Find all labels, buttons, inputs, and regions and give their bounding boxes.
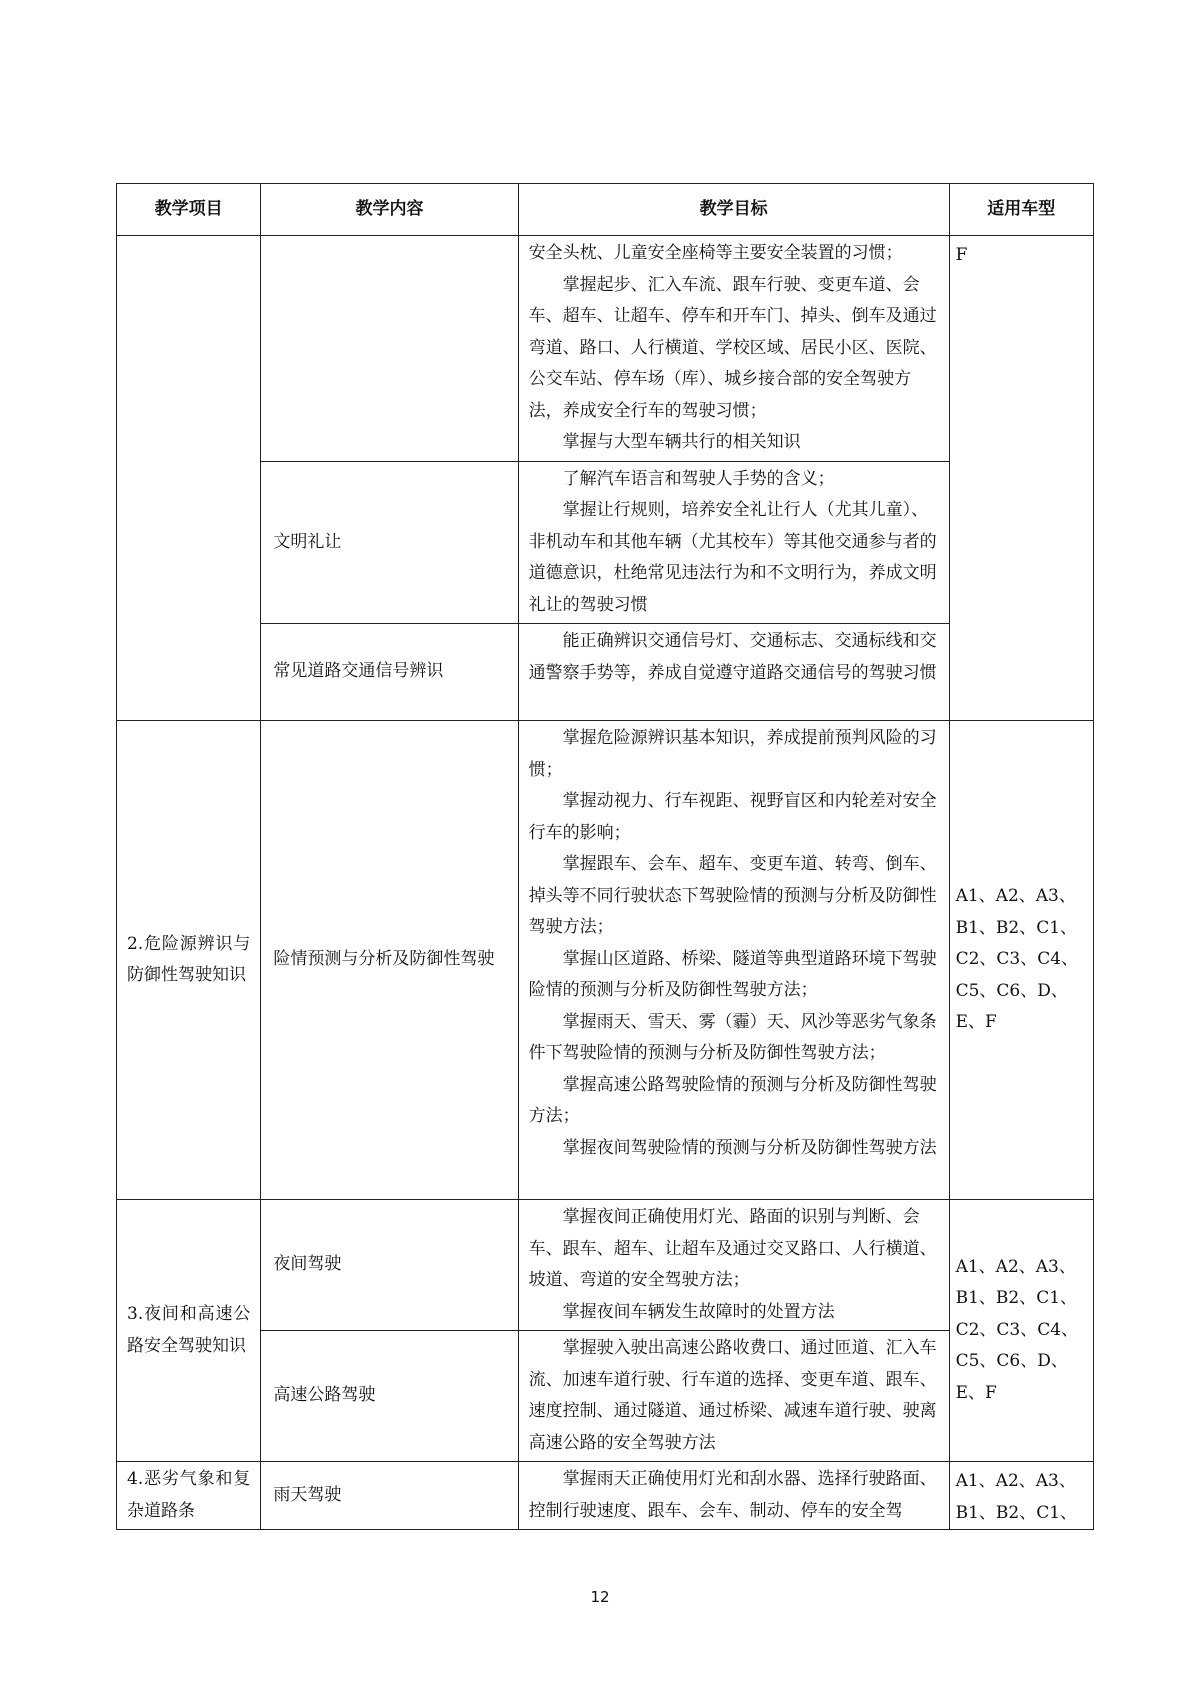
goal-line: 掌握起步、汇入车流、跟车行驶、变更车道、会车、超车、让超车、停车和开车门、掉头、倒车及通过弯道、路口、人行横道、学校区域、居民小区、医院、公交车站、停车场（库）、城乡接合部的安全驾驶方法，养成安全行车的驾驶习惯； (528, 274, 937, 421)
goal-cell (518, 1462, 949, 1530)
table-row (117, 721, 1094, 1200)
goal-line: 掌握高速公路驾驶险情的预测与分析及防御性驾驶方法； (528, 1074, 937, 1126)
project-cell: 3.夜间和高速公路安全驾驶知识 (117, 1200, 261, 1462)
goal-line: 掌握夜间驾驶险情的预测与分析及防御性驾驶方法 (562, 1137, 937, 1158)
header-content: 教学内容 (261, 184, 518, 236)
goal-cell (518, 1331, 949, 1462)
goal-line: 安全头枕、儿童安全座椅等主要安全装置的习惯； (528, 243, 903, 263)
header-vehicle: 适用车型 (949, 184, 1093, 236)
header-goal: 教学目标 (518, 184, 949, 236)
goal-line: 掌握驶入驶出高速公路收费口、通过匝道、汇入车流、加速车道行驶、行车道的选择、变更车道、跟车、速度控制、通过隧道、通过桥梁、减速车道行驶、驶离高速公路的安全驾驶方法 (528, 1338, 937, 1453)
table-row (117, 1200, 1094, 1331)
table-header-row (117, 184, 1094, 236)
goal-cell (518, 624, 949, 721)
goal-cell (518, 236, 949, 462)
goal-cell (518, 1200, 949, 1331)
curriculum-table (116, 183, 1094, 1530)
project-cell: 2.危险源辨识与防御性驾驶知识 (117, 721, 261, 1200)
content-cell: 夜间驾驶 (261, 1200, 518, 1331)
content-cell: 雨天驾驶 (261, 1462, 518, 1530)
table-row (117, 461, 1094, 624)
goal-line: 掌握危险源辨识基本知识，养成提前预判风险的习惯； (528, 728, 937, 780)
project-cell-continued (117, 236, 261, 721)
content-cell: 险情预测与分析及防御性驾驶 (261, 721, 518, 1200)
goal-line: 掌握雨天正确使用灯光和刮水器、选择行驶路面、控制行驶速度、跟车、会车、制动、停车的安全驾 (528, 1469, 937, 1521)
content-cell-empty (261, 236, 518, 462)
content-cell: 文明礼让 (261, 461, 518, 624)
goal-line: 掌握夜间正确使用灯光、路面的识别与判断、会车、跟车、超车、让超车及通过交叉路口、人行横道、坡道、弯道的安全驾驶方法； (528, 1207, 937, 1290)
page-number: 12 (590, 1588, 610, 1606)
goal-line: 掌握与大型车辆共行的相关知识 (562, 432, 801, 452)
goal-line: 能正确辨识交通信号灯、交通标志、交通标线和交通警察手势等，养成自觉遵守道路交通信号的驾驶习惯 (528, 631, 937, 683)
vehicle-cell: A1、A2、A3、B1、B2、C1、 (949, 1462, 1093, 1530)
goal-line: 掌握雨天、雪天、雾（霾）天、风沙等恶劣气象条件下驾驶险情的预测与分析及防御性驾驶方法； (528, 1011, 937, 1063)
vehicle-cell: F (949, 236, 1093, 721)
table-row (117, 236, 1094, 462)
header-project: 教学项目 (117, 184, 261, 236)
goal-line: 掌握动视力、行车视距、视野盲区和内轮差对安全行车的影响； (528, 791, 937, 843)
goal-line: 掌握山区道路、桥梁、隧道等典型道路环境下驾驶险情的预测与分析及防御性驾驶方法； (528, 948, 937, 1000)
table-row (117, 1462, 1094, 1530)
vehicle-cell: A1、A2、A3、B1、B2、C1、C2、C3、C4、C5、C6、D、E、F (949, 1200, 1093, 1462)
goal-line: 掌握夜间车辆发生故障时的处置方法 (562, 1301, 835, 1322)
goal-line: 了解汽车语言和驾驶人手势的含义； (562, 468, 835, 489)
goal-cell (518, 721, 949, 1200)
table-row (117, 1331, 1094, 1462)
vehicle-cell: A1、A2、A3、B1、B2、C1、C2、C3、C4、C5、C6、D、E、F (949, 721, 1093, 1200)
content-cell: 高速公路驾驶 (261, 1331, 518, 1462)
table-row (117, 624, 1094, 721)
goal-cell (518, 461, 949, 624)
goal-line: 掌握跟车、会车、超车、变更车道、转弯、倒车、掉头等不同行驶状态下驾驶险情的预测与分析及防御性驾驶方法； (528, 854, 937, 937)
content-cell: 常见道路交通信号辨识 (261, 624, 518, 721)
goal-line: 掌握让行规则，培养安全礼让行人（尤其儿童）、非机动车和其他车辆（尤其校车）等其他交通参与者的道德意识，杜绝常见违法行为和不文明行为，养成文明礼让的驾驶习惯 (528, 500, 937, 615)
project-cell: 4.恶劣气象和复杂道路条 (117, 1462, 261, 1530)
